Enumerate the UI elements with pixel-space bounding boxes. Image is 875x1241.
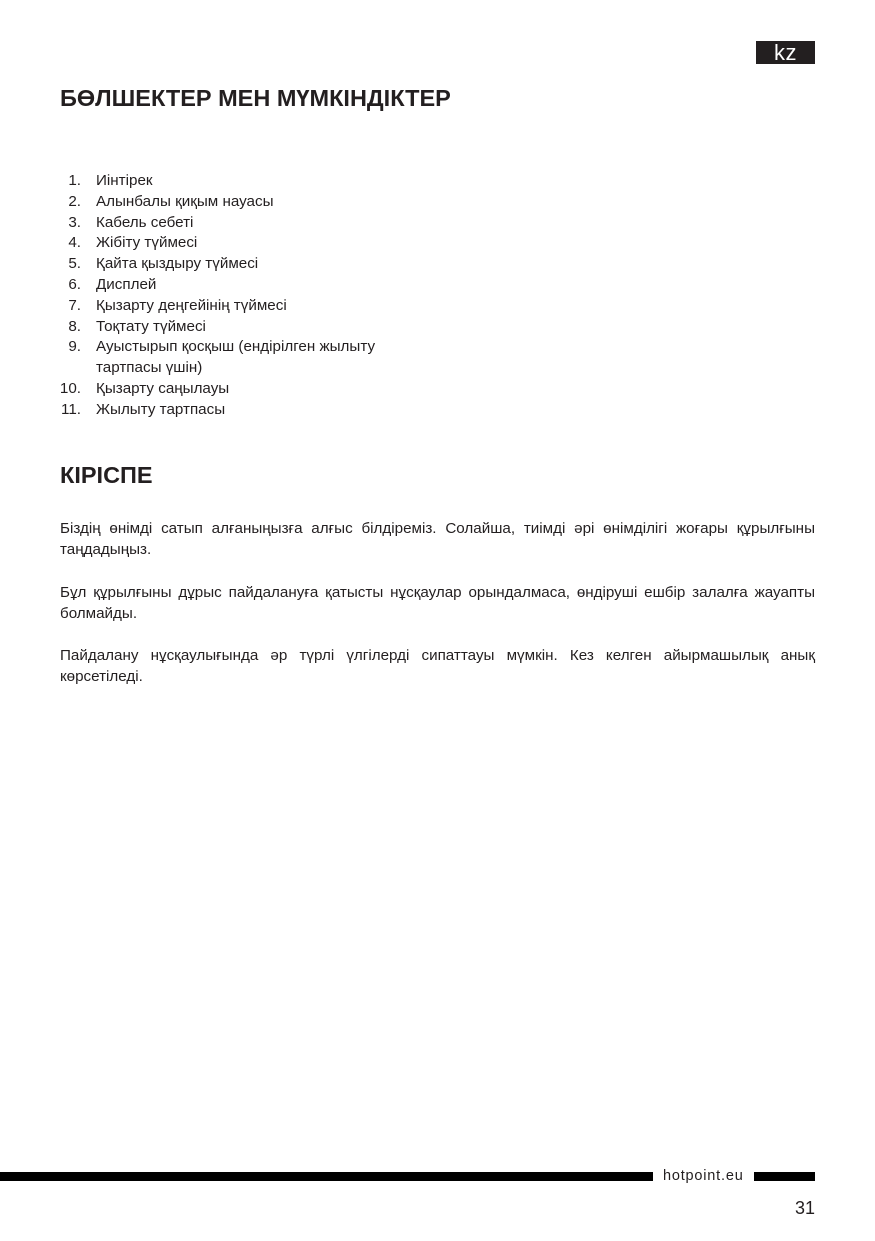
item-number: 11. (61, 400, 81, 418)
page-number: 31 (794, 1198, 815, 1218)
item-number: 1. (68, 172, 81, 189)
list-item (55, 171, 416, 192)
item-number: 10. (59, 379, 81, 397)
parts-section-title: БӨЛШЕКТЕР МЕН МҮМКІНДІКТЕР (60, 85, 451, 111)
footer-rule-right (754, 1172, 815, 1181)
list-item (55, 296, 416, 317)
list-item (55, 254, 416, 275)
intro-paragraph-3: Пайдалану нұсқаулығында әр түрлі үлгілерді сипаттауы мүмкін. Кез келген айырмашылық анық көрсетіледі. (60, 647, 815, 685)
intro-paragraph-2: Бұл құрылғыны дұрыс пайдалануға қатысты нұсқаулар орындалмаса, өндіруші ешбір залалға жауапты болмайды. (60, 584, 815, 622)
list-item (55, 317, 416, 338)
item-text: Дисплей (96, 275, 157, 293)
item-text: Алынбалы қиқым науасы (96, 192, 274, 210)
item-text: Кабель себеті (96, 213, 194, 231)
item-text: Ауыстырып қосқыш (ендірілген жылыту тартпасы үшін) (96, 338, 376, 377)
list-item (55, 275, 416, 296)
list-item (55, 337, 416, 379)
intro-section-title: КІРІСПЕ (60, 462, 153, 488)
list-item (55, 213, 416, 234)
parts-list (55, 171, 416, 421)
item-text: Қызарту саңылауы (96, 379, 230, 397)
item-number: 8. (68, 317, 81, 335)
item-text: Жылыту тартпасы (96, 400, 226, 418)
item-number: 9. (68, 338, 81, 356)
item-number: 6. (68, 275, 81, 293)
footer-rule-left (0, 1172, 653, 1181)
item-text: Қайта қыздыру түймесі (96, 255, 259, 273)
item-number: 4. (68, 234, 81, 252)
item-number: 3. (68, 213, 81, 231)
item-text: Иінтірек (96, 172, 153, 189)
list-item (55, 379, 416, 400)
language-badge: kz (756, 41, 815, 64)
list-item (55, 192, 416, 213)
item-number: 7. (68, 296, 81, 314)
item-text: Қызарту деңгейінің түймесі (96, 296, 287, 314)
item-text: Жібіту түймесі (96, 234, 198, 252)
list-item (55, 400, 416, 421)
footer-brand: hotpoint.eu (663, 1168, 744, 1184)
intro-paragraph-1: Біздің өнімді сатып алғаныңызға алғыс білдіреміз. Солайша, тиімді әрі өнімділігі жоғары құрылғыны таңдадыңыз. (60, 520, 815, 558)
item-text: Тоқтату түймесі (96, 317, 206, 335)
list-item (55, 233, 416, 254)
item-number: 5. (68, 255, 81, 273)
item-number: 2. (68, 192, 81, 210)
